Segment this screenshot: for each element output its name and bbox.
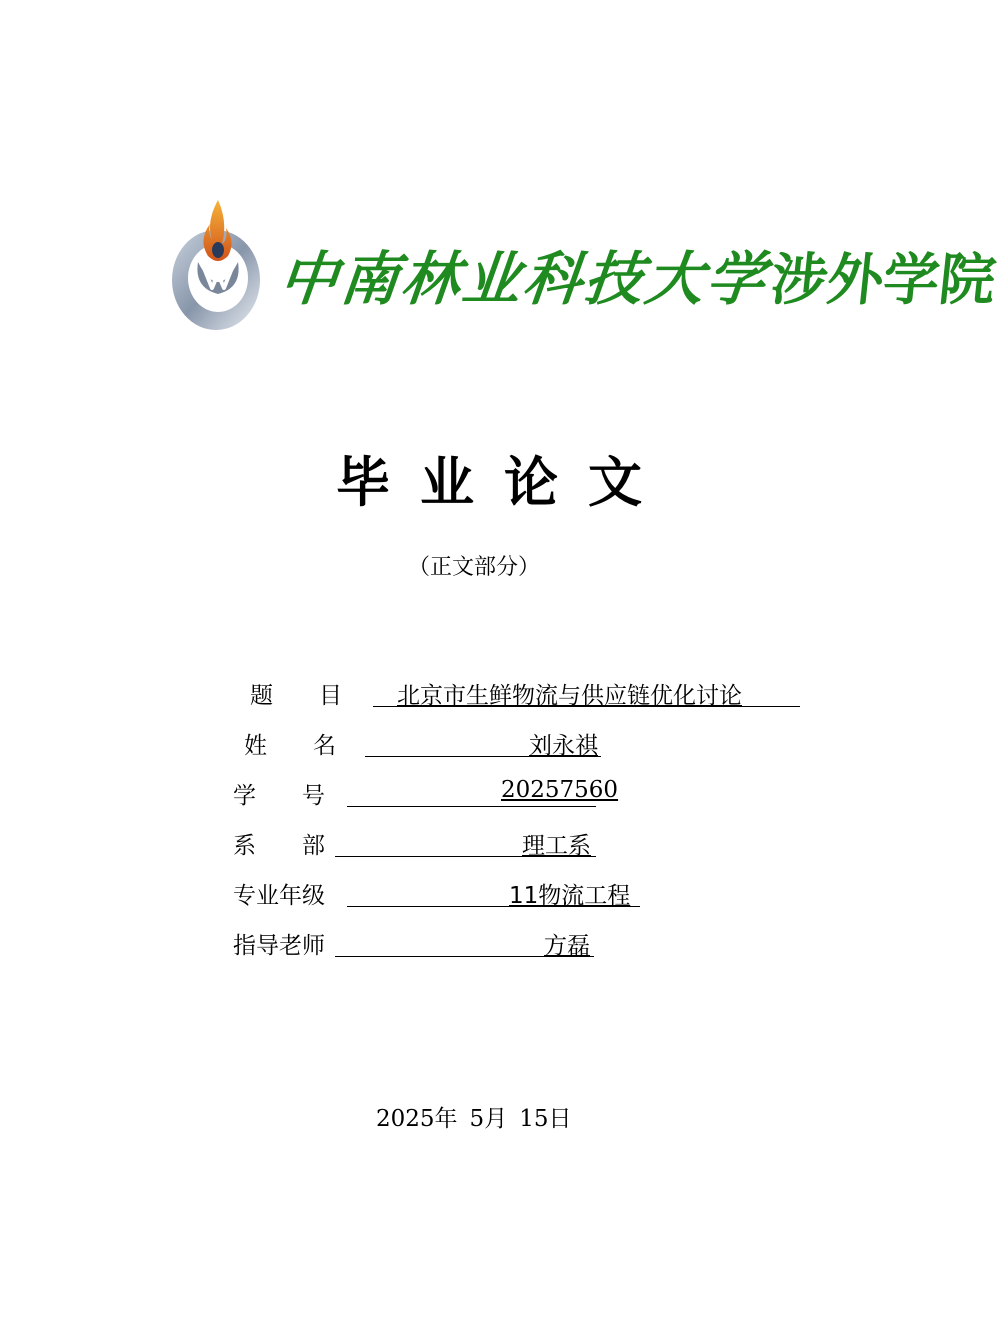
date-month-unit: 月	[484, 1106, 508, 1132]
school-emblem-icon	[168, 192, 263, 342]
school-name-text	[276, 232, 1000, 316]
thesis-title	[0, 440, 950, 517]
info-value-major: 11物流工程	[509, 883, 631, 909]
info-value-advisor: 方磊	[544, 933, 590, 959]
info-row-student-id	[233, 777, 619, 811]
school-logo	[168, 192, 999, 342]
school-name: 中南林业科技大学	[275, 245, 772, 313]
title-char: 论	[504, 451, 588, 514]
thesis-subtitle: （正文部分）	[408, 555, 541, 580]
info-row-major	[233, 877, 653, 911]
title-char: 文	[588, 451, 672, 514]
info-row-name	[244, 727, 614, 761]
info-label: 学 号	[233, 783, 325, 809]
info-label: 姓 名	[244, 733, 336, 759]
info-label: 系 部	[233, 833, 325, 859]
info-value-department: 理工系	[522, 833, 591, 859]
title-char: 业	[420, 451, 504, 514]
date-day-unit: 日	[548, 1106, 572, 1132]
college-name: 涉外学院	[767, 248, 999, 313]
info-label: 题 目	[250, 683, 342, 709]
info-value-student-id: 20257560	[501, 777, 619, 803]
date-day: 15	[519, 1106, 549, 1132]
date-year-unit: 年	[434, 1106, 458, 1132]
date-year: 2025	[376, 1106, 435, 1132]
info-value-topic: 北京市生鲜物流与供应链优化讨论	[397, 683, 742, 709]
info-row-advisor	[233, 927, 613, 961]
thesis-date	[376, 1100, 571, 1133]
info-label: 专业年级	[233, 883, 325, 909]
title-char: 毕	[336, 451, 420, 514]
date-month: 5	[469, 1106, 485, 1132]
info-value-name: 刘永祺	[529, 733, 598, 759]
info-row-department	[233, 827, 613, 861]
info-row-topic	[250, 677, 810, 711]
info-label: 指导老师	[233, 933, 325, 959]
